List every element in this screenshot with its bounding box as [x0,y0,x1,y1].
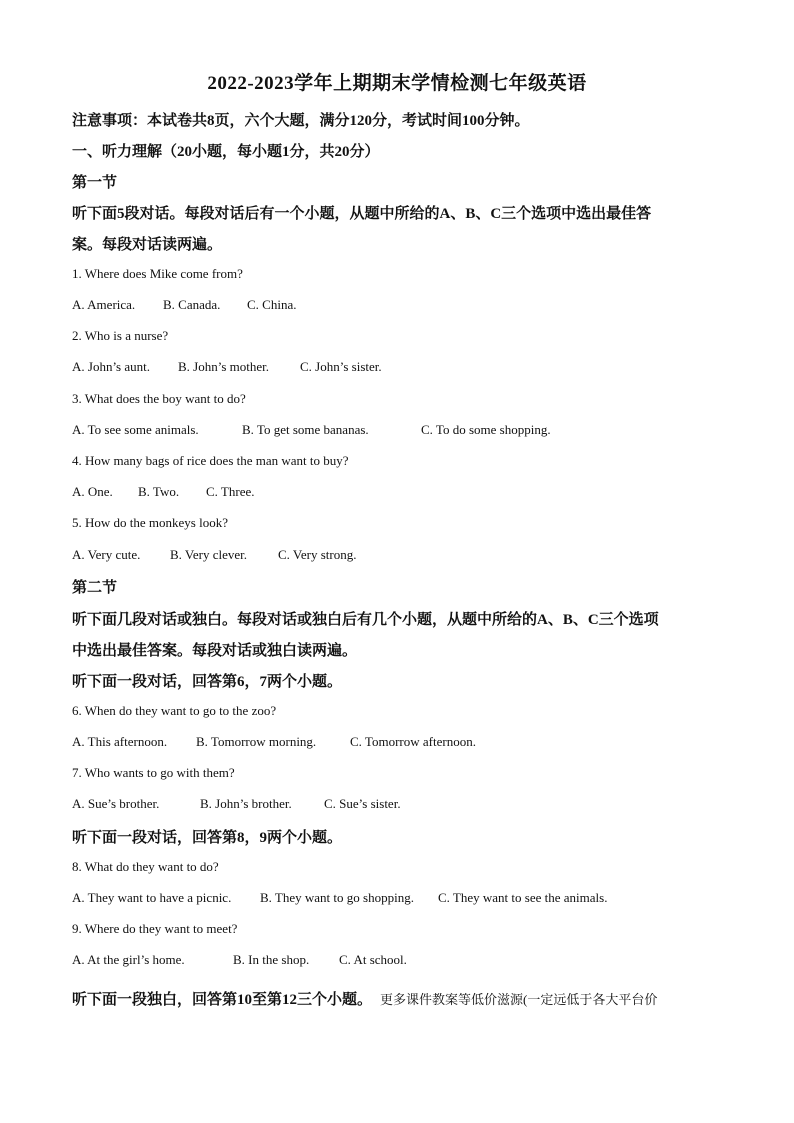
options-5 [72,547,356,563]
page-title: 2022-2023学年上期期末学情检测七年级英语 [207,73,587,94]
group3-heading [72,988,657,1009]
option-b: B. Two. [138,484,180,499]
option-a: A. One. [72,484,113,499]
options-1 [72,297,296,313]
option-b: B. Tomorrow morning. [196,734,317,749]
option-b: B. Very clever. [170,547,248,562]
question-2: 2. Who is a nurse? [72,328,169,343]
section1-heading: 第一节 [72,175,118,191]
group1-heading: 听下面一段对话，回答第6，7两个小题。 [72,674,343,690]
option-a: A. John’s aunt. [72,359,150,374]
option-c: C. They want to see the animals. [438,890,608,905]
section2-heading: 第二节 [72,580,118,596]
option-c: C. Tomorrow afternoon. [350,734,476,749]
option-a: A. America. [72,297,136,312]
question-5: 5. How do the monkeys look? [72,515,228,530]
option-c: C. Sue’s sister. [324,796,401,811]
question-1: 1. Where does Mike come from? [72,266,243,281]
section1-instruction-cont: 案。每段对话读两遍。 [72,237,223,253]
question-4: 4. How many bags of rice does the man want to buy? [72,453,349,468]
question-9: 9. Where do they want to meet? [72,921,238,936]
option-a: A. They want to have a picnic. [72,890,232,905]
options-6 [72,734,476,750]
group3-heading-text: 听下面一段独白，回答第10至第12三个小题。 [72,992,373,1008]
group2-heading: 听下面一段对话，回答第8，9两个小题。 [72,830,343,846]
option-a: A. At the girl’s home. [72,952,185,967]
option-b: B. In the shop. [233,952,310,967]
options-7 [72,796,401,812]
options-4 [72,484,255,500]
option-a: A. Very cute. [72,547,141,562]
section2-instruction-cont: 中选出最佳答案。每段对话或独白读两遍。 [72,643,358,659]
option-b: B. Canada. [163,297,221,312]
notice: 注意事项：本试卷共8页，六个大题，满分120分，考试时间100分钟。 [72,113,530,129]
question-8: 8. What do they want to do? [72,859,219,874]
option-c: C. China. [247,297,297,312]
section2-instruction: 听下面几段对话或独白。每段对话或独白后有几个小题，从题中所给的A、B、C三个选项 [72,612,659,628]
options-8 [72,890,607,906]
options-2 [72,359,382,375]
option-c: C. To do some shopping. [421,422,551,437]
option-a: A. To see some animals. [72,422,199,437]
question-6: 6. When do they want to go to the zoo? [72,703,277,718]
option-c: C. At school. [339,952,407,967]
option-b: B. They want to go shopping. [260,890,414,905]
options-3 [72,422,551,438]
option-c: C. Very strong. [278,547,357,562]
option-c: C. John’s sister. [300,359,382,374]
question-7: 7. Who wants to go with them? [72,765,235,780]
option-c: C. Three. [206,484,255,499]
option-a: A. Sue’s brother. [72,796,160,811]
option-b: B. To get some bananas. [242,422,369,437]
section1-instruction: 听下面5段对话。每段对话后有一个小题，从题中所给的A、B、C三个选项中选出最佳答 [72,206,652,222]
option-a: A. This afternoon. [72,734,168,749]
option-b: B. John’s brother. [200,796,292,811]
option-b: B. John’s mother. [178,359,270,374]
promo-note: 更多课件教案等低价滋源(一定远低于各大平台价 [380,992,658,1007]
options-9 [72,952,407,968]
part1-heading: 一、听力理解（20小题，每小题1分，共20分） [72,144,380,160]
question-3: 3. What does the boy want to do? [72,391,246,406]
